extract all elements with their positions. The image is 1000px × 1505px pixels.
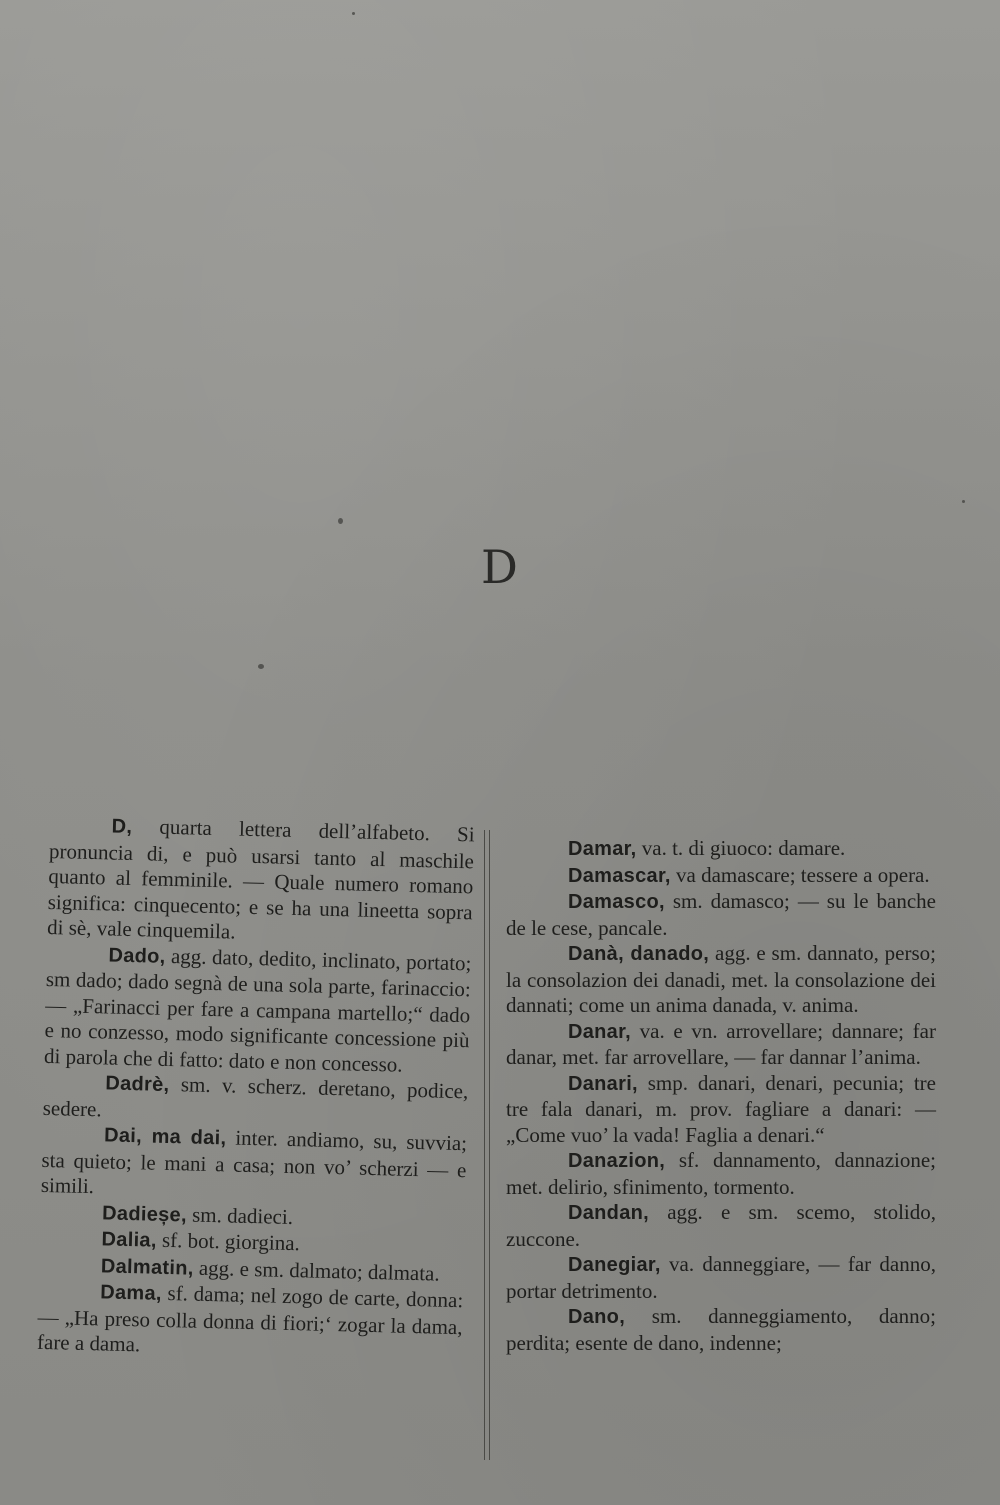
entry-definition: sf. dama; nel zogo de carte, donna: — „Ha preso colla donna di fiori;‘ zogar la dama, fare a dama.: [36, 1281, 464, 1357]
entry-definition: sf. dannamento, dannazione; met. delirio, sfinimento, tormento.: [506, 1148, 937, 1199]
dictionary-entry: [44, 940, 472, 1079]
entry-definition: quarta lettera dell’alfabeto. Si pronuncia di, e può usarsi tanto al maschile quanto al femminile. — Quale numero romano significa: cinquecento; e se ha una lineetta sopra di sè, vale cinquemila.: [46, 814, 475, 944]
dictionary-entry: [37, 1278, 464, 1366]
entry-definition: agg. e sm. dannato, perso; la consolazion dei danadi, met. la consolazione dei dannati; come un anima danada, v. anima.: [506, 941, 936, 1017]
entry-definition: agg. e sm. scemo, stolido, zuccone.: [506, 1200, 936, 1251]
entry-headword: Dalia,: [101, 1228, 157, 1252]
dictionary-entry: [506, 1148, 936, 1200]
entry-definition: sm. damasco; — su le banche de le cese, pancale.: [506, 889, 937, 940]
entry-headword: Damasco,: [568, 891, 665, 913]
paper-speck: [962, 500, 965, 503]
entry-headword: Danegiar,: [568, 1254, 661, 1276]
dictionary-entry: [506, 941, 936, 1019]
entry-headword: Dama,: [100, 1281, 163, 1305]
entry-headword: Danari,: [568, 1072, 638, 1095]
dictionary-entry: [506, 836, 936, 863]
entry-headword: Danar,: [568, 1020, 631, 1043]
entry-definition: sf. bot. giorgina.: [161, 1227, 301, 1256]
entry-headword: Danà, danado,: [568, 943, 710, 965]
entry-definition: va. e vn. arrovellare; dannare; far danar, met. far arrovellare, — far dannar l’anima.: [506, 1018, 936, 1069]
dictionary-entry: [41, 1121, 468, 1209]
entry-headword: Dadieșe,: [101, 1201, 188, 1226]
dictionary-entry: [506, 863, 936, 890]
entry-headword: Damascar,: [568, 864, 671, 887]
section-letter: D: [481, 540, 519, 594]
dictionary-entry: [506, 1252, 936, 1304]
entry-headword: Danazion,: [568, 1150, 666, 1172]
column-divider: [484, 830, 490, 1460]
entry-definition: sm. danneggiamento, danno; perdita; esente de dano, indenne;: [506, 1304, 937, 1355]
paper-speck: [338, 518, 343, 524]
entry-headword: D,: [111, 815, 133, 839]
entry-headword: Dandan,: [568, 1202, 649, 1224]
entry-headword: Dado,: [108, 943, 166, 968]
entry-definition: va. t. di giuoco: damare.: [641, 836, 846, 860]
entry-definition: va. danneggiare, — far danno, portar detrimento.: [506, 1252, 937, 1303]
right-column: [506, 836, 936, 1356]
dictionary-entry: [506, 1019, 936, 1071]
dictionary-entry: [506, 1071, 936, 1149]
dictionary-entry: [47, 812, 475, 951]
entry-definition: agg. e sm. dalmato; dalmata.: [198, 1255, 440, 1286]
entry-headword: Dai, ma dai,: [103, 1124, 227, 1150]
entry-headword: Dalmatin,: [100, 1254, 194, 1280]
dictionary-entry: [506, 889, 936, 941]
entry-definition: inter. andiamo, su, suvvia; sta quieto; le mani a casa; non vo’ scherzi — e simili.: [40, 1125, 468, 1199]
paper-speck: [258, 664, 264, 669]
dictionary-entry: [506, 1200, 936, 1252]
entry-definition: sm. dadieci.: [191, 1202, 294, 1229]
dictionary-entry: [506, 1304, 936, 1356]
entry-headword: Damar,: [568, 838, 637, 860]
entry-definition: agg. dato, dedito, inclinato, portato; sm dado; dado segnà de una sola parte, farinaccio: — „Farinacci per fare a campana martello;“ dado e no conzesso, modo significante concessione più di parola che di fatto: dato e non concesso.: [43, 943, 472, 1077]
entry-definition: smp. danari, denari, pecunia; tre tre fala danari, m. prov. fagliare a danari: — „Come vuo’ la vada! Faglia a denari.“: [506, 1070, 936, 1147]
entry-headword: Dano,: [568, 1306, 626, 1328]
entry-definition: sm. v. scherz. deretano, podice, sedere.: [42, 1072, 469, 1121]
paper-speck: [352, 12, 355, 15]
entry-headword: Dadrè,: [105, 1072, 170, 1096]
entry-definition: va damascare; tessere a opera.: [676, 862, 930, 887]
left-column: [37, 812, 475, 1366]
